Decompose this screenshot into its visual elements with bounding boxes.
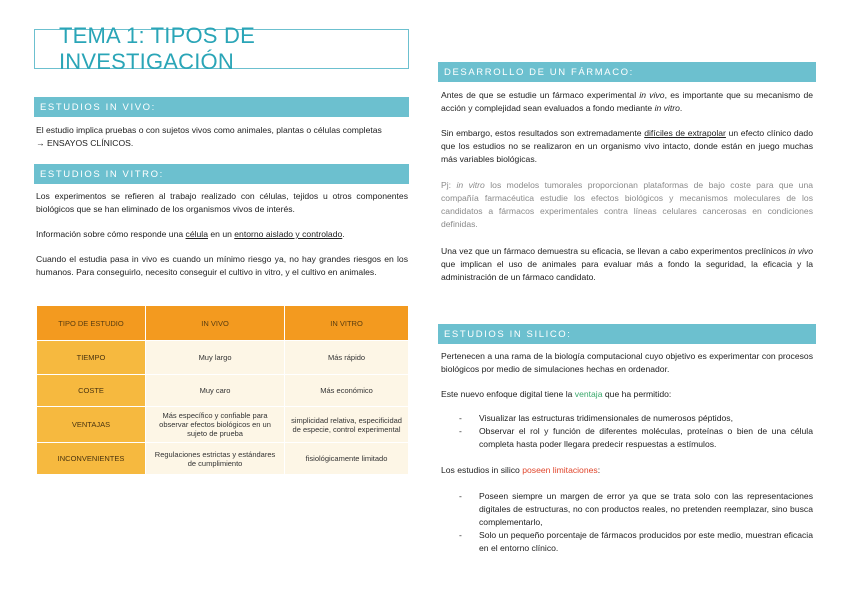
table-cell: Más económico <box>285 375 409 407</box>
in-silico-limitations: poseen limitaciones <box>522 465 598 475</box>
table-row-header: COSTE <box>37 375 146 407</box>
in-vitro-p2 <box>36 228 408 241</box>
in-silico-p1: Pertenecen a una rama de la biología computacional cuyo objetivo es experimentar con procesos biológicos por medio de simulaciones hechas en ordenador. <box>441 351 813 374</box>
in-vitro-p2-b: en un <box>208 229 235 239</box>
farmaco-p1-c: . <box>679 103 683 113</box>
table-row <box>37 407 409 443</box>
table-header: IN VIVO <box>146 306 285 341</box>
farmaco-p2-b: un efecto clínico dado que los estudios no se realizaron en un organismo vivo intacto, donde están en juego muchas más variables biológicas. <box>441 128 813 164</box>
farmaco-p4 <box>441 245 813 284</box>
page-title: TEMA 1: TIPOS DE INVESTIGACIÓN <box>59 23 255 74</box>
in-silico-p2-a: Este nuevo enfoque digital tiene la <box>441 389 575 399</box>
in-silico-advantage: ventaja <box>574 389 603 399</box>
farmaco-p3-b: los modelos tumorales proporcionan plataformas de bajo coste para que una compañía farmacéutica estudie los efectos biológicos y mecanismos moleculares de los candidatos a fármacos experimentales contra líneas celulares cancerosas en condiciones definidas. <box>441 180 814 229</box>
farmaco-p3-a: Pj: <box>441 180 457 190</box>
in-vivo-definition: El estudio implica pruebas o con sujetos vivos como animales, plantas o células completas <box>36 125 382 135</box>
table-header: TIPO DE ESTUDIO <box>37 306 146 341</box>
list-item: - Visualizar las estructuras tridimensionales de numerosos péptidos, <box>457 412 813 425</box>
title-box <box>34 23 409 74</box>
table-row-header: TIEMPO <box>37 341 146 375</box>
section-heading-in-silico: ESTUDIOS IN SILICO: <box>438 324 816 344</box>
in-vitro-p2-c: . <box>342 229 345 239</box>
table-cell: Muy caro <box>146 375 285 407</box>
in-silico-p3 <box>441 464 813 477</box>
table-header: IN VITRO <box>285 306 409 341</box>
table-cell: Muy largo <box>146 341 285 375</box>
table-cell: Más rápido <box>285 341 409 375</box>
table-cell: Regulaciones estrictas y estándares de cumplimiento <box>146 443 285 475</box>
table-row-header: INCONVENIENTES <box>37 443 146 475</box>
farmaco-p3-em: in vitro <box>456 180 485 190</box>
farmaco-p1-a: Antes de que se estudie un fármaco experimental <box>441 90 640 100</box>
farmaco-p1-b: , es importante que su mecanismo de acción y complejidad sean evaluados a fondo mediante <box>441 90 813 113</box>
farmaco-p2-u: difíciles de extrapolar <box>644 128 726 138</box>
section-heading-in-vivo: ESTUDIOS IN VIVO: <box>34 97 409 117</box>
in-silico-p2 <box>441 388 813 401</box>
table-row <box>37 341 409 375</box>
farmaco-p3 <box>441 179 813 231</box>
list-item: - Observar el rol y función de diferentes moléculas, proteínas o bien de una célula completa hasta poder llegara predecir respuestas a estímulos. <box>457 425 813 451</box>
in-silico-list1 <box>457 412 813 451</box>
farmaco-p1 <box>441 89 813 115</box>
in-silico-p3-b: : <box>597 465 601 475</box>
farmaco-p4-a: Una vez que un fármaco demuestra su eficacia, se llevan a cabo experimentos preclínicos <box>441 246 789 256</box>
table-header-row <box>37 306 409 341</box>
in-silico-list2 <box>457 490 813 555</box>
farmaco-p2 <box>441 127 813 166</box>
in-vitro-p1: Los experimentos se refieren al trabajo realizado con células, tejidos u otros componentes biológicos que se han eliminado de los organismos vivos de interés. <box>36 191 408 214</box>
in-silico-p2-b: que ha permitido: <box>602 389 672 399</box>
farmaco-p1-em1: in vivo <box>639 90 665 100</box>
in-vitro-p2-env: entorno aislado y controlado <box>234 229 343 239</box>
in-vivo-arrow-text: → ENSAYOS CLÍNICOS. <box>36 138 134 148</box>
table-cell: simplicidad relativa, especificidad de especie, control experimental <box>285 407 409 443</box>
in-vitro-p3: Cuando el estudia pasa in vivo es cuando un mínimo riesgo ya, no hay grandes riesgos en los humanos. Para conseguirlo, necesito conseguir el cultivo in vitro, y el cultivo en animales. <box>36 254 408 277</box>
section-heading-in-vitro: ESTUDIOS IN VITRO: <box>34 164 409 184</box>
list-item: - Poseen siempre un margen de error ya que se trata solo con las representaciones digitales de estructuras, no con productos reales, no pretenden reemplazar, sino busca complementarlo, <box>457 490 813 529</box>
farmaco-p1-em2: in vitro <box>654 103 680 113</box>
table-cell: fisiológicamente limitado <box>285 443 409 475</box>
in-silico-p3-a: Los estudios in silico <box>441 465 523 475</box>
table-row <box>37 375 409 407</box>
farmaco-p2-a: Sin embargo, estos resultados son extremadamente <box>441 128 645 138</box>
in-vitro-p2-a: Información sobre cómo responde una <box>36 229 186 239</box>
in-vivo-text <box>36 124 408 150</box>
table-cell: Más específico y confiable para observar efectos biológicos en un sujeto de prueba <box>146 407 285 443</box>
in-vitro-p2-cell: célula <box>185 229 208 239</box>
comparison-table <box>36 305 409 475</box>
farmaco-p4-em: in vivo <box>788 246 813 256</box>
farmaco-p4-b: que implican el uso de animales para evaluar más a fondo la seguridad, la eficacia y la administración de un fármaco candidato. <box>441 259 813 282</box>
section-heading-farmaco: DESARROLLO DE UN FÁRMACO: <box>438 62 816 82</box>
table-row-header: VENTAJAS <box>37 407 146 443</box>
list-item: - Solo un pequeño porcentaje de fármacos producidos por este medio, muestran eficacia en el entorno clínico. <box>457 529 813 555</box>
table-row <box>37 443 409 475</box>
